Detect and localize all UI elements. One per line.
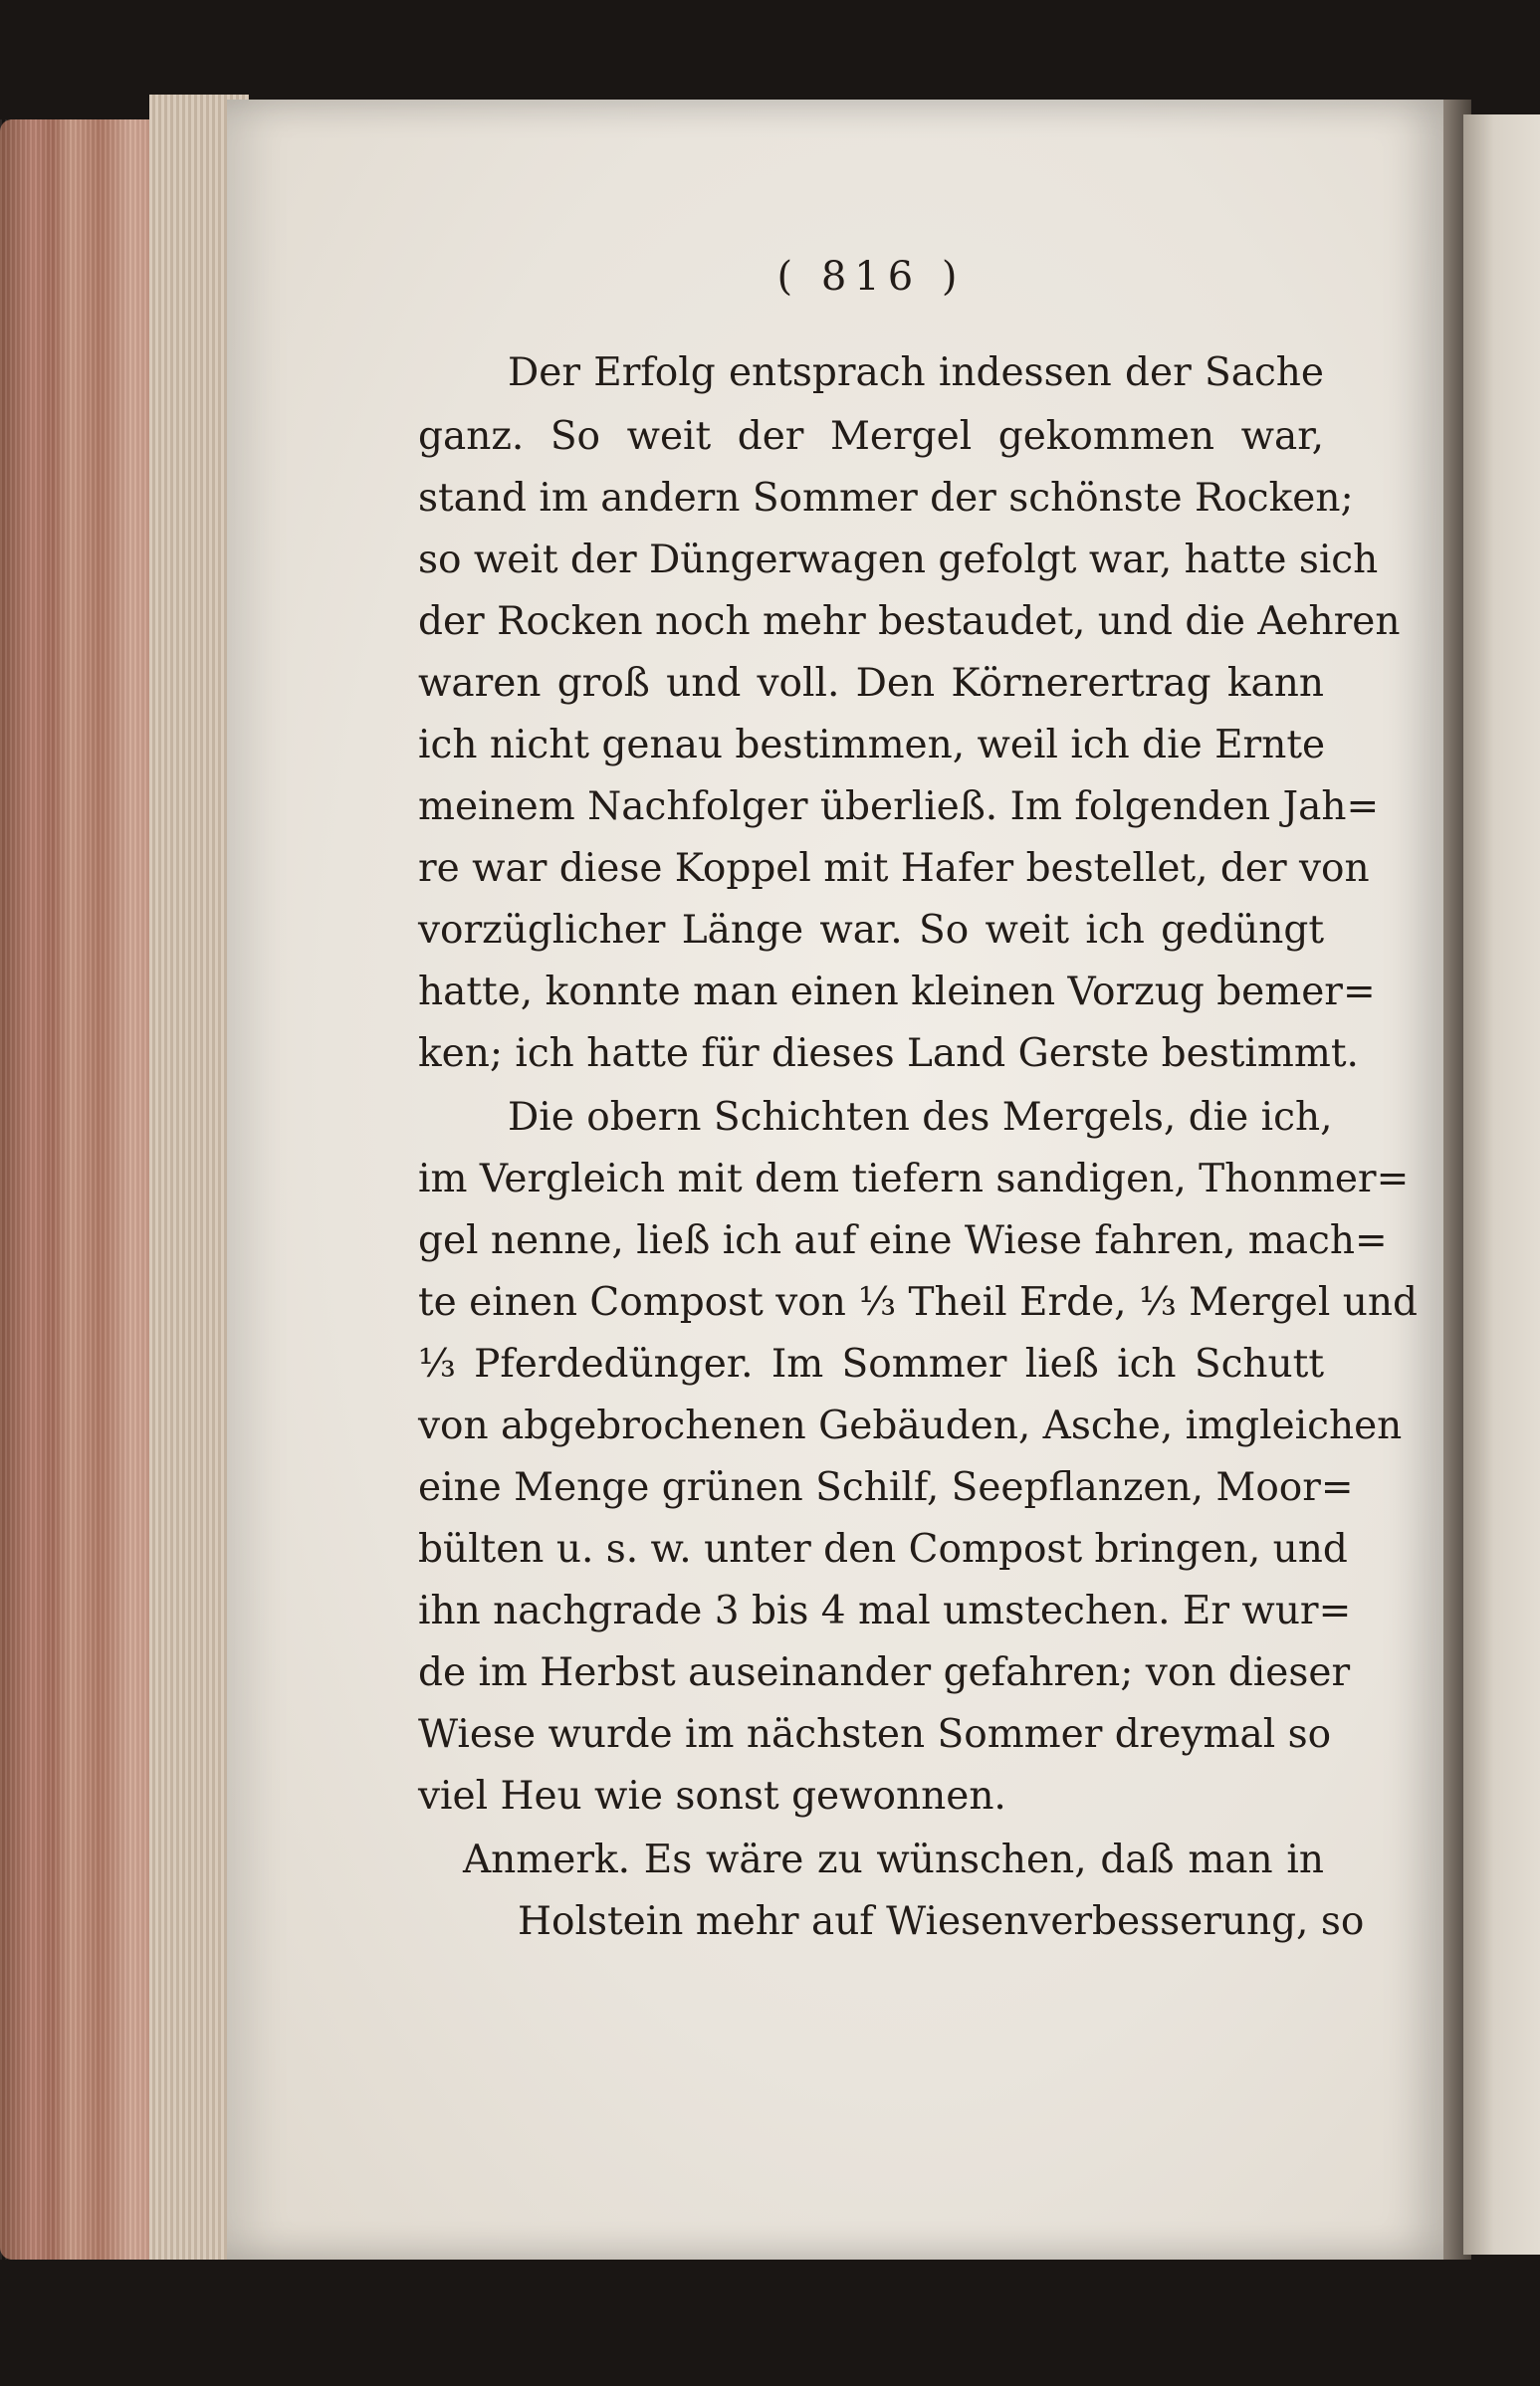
text-line: gel nenne, ließ ich auf eine Wiese fahren, mach= [418,1218,1388,1263]
text-line: Wiese wurde im nächsten Sommer dreymal so [418,1712,1332,1757]
next-page-edge [1463,114,1540,2255]
text-line: ihn nachgrade 3 bis 4 mal umstechen. Er wur= [418,1589,1352,1633]
text-line: von abgebrochenen Gebäuden, Asche, imgleichen [418,1404,1403,1448]
text-line: vorzüglicher Länge war. So weit ich gedüngt [418,908,1324,953]
text-line: viel Heu wie sonst gewonnen. [418,1774,1006,1819]
text-line: der Rocken noch mehr bestaudet, und die Aehren [418,599,1401,644]
note-line: Holstein mehr auf Wiesenverbesserung, so [518,1899,1365,1944]
text-line: ich nicht genau bestimmen, weil ich die Ernte [418,723,1326,767]
text-line: stand im andern Sommer der schönste Rocken; [418,476,1354,521]
text-line: hatte, konnte man einen kleinen Vorzug bemer= [418,970,1376,1014]
text-line: so weit der Düngerwagen gefolgt war, hatte sich [418,538,1379,582]
text-line: ken; ich hatte für dieses Land Gerste bestimmt. [418,1031,1359,1076]
text-line: ⅓ Pferdedünger. Im Sommer ließ ich Schutt [418,1342,1324,1387]
note-line: Anmerk. Es wäre zu wünschen, daß man in [463,1838,1324,1882]
text-line: re war diese Koppel mit Hafer bestellet, der von [418,846,1370,891]
text-line: im Vergleich mit dem tiefern sandigen, Thonmer= [418,1157,1410,1201]
text-line: te einen Compost von ⅓ Theil Erde, ⅓ Mergel und [418,1280,1418,1325]
text-line: waren groß und voll. Den Körnerertrag kann [418,661,1324,706]
text-line: eine Menge grünen Schilf, Seepflanzen, Moor= [418,1465,1354,1510]
text-line: Die obern Schichten des Mergels, die ich, [508,1095,1333,1140]
text-line: de im Herbst auseinander gefahren; von dieser [418,1650,1351,1695]
text-line: bülten u. s. w. unter den Compost bringen, und [418,1527,1348,1572]
text-line: Der Erfolg entsprach indessen der Sache [508,350,1324,395]
text-line: meinem Nachfolger überließ. Im folgenden Jah= [418,784,1380,829]
page-number: ( 816 ) [776,254,966,300]
text-line: ganz. So weit der Mergel gekommen war, [418,414,1324,459]
